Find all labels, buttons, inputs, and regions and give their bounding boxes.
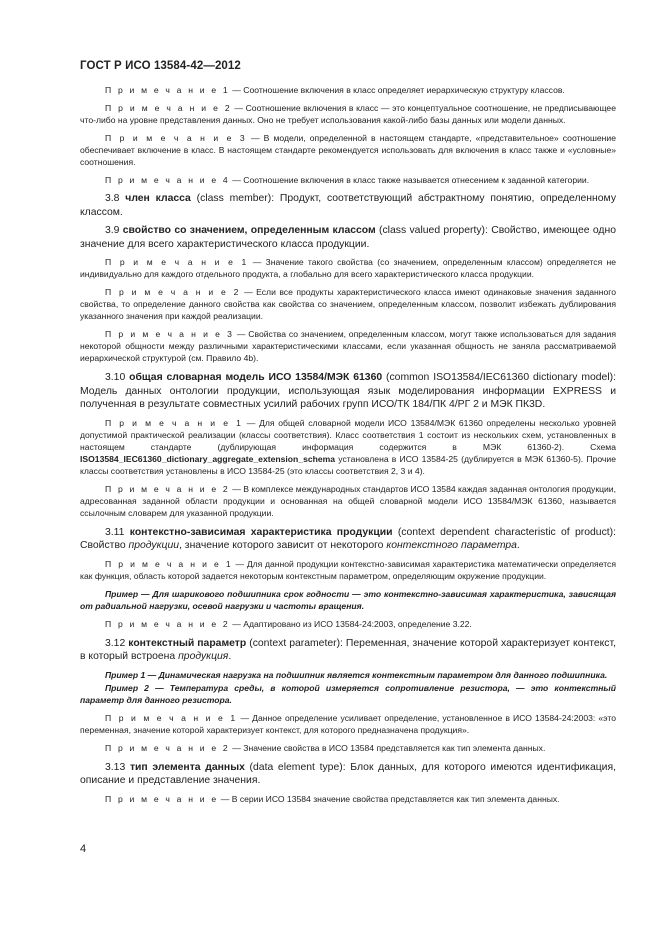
note-label: П р и м е ч а н и е 2 — [105, 618, 230, 629]
note-text: — Соотношение включения в класс определяет иерархическую структуру классов. — [229, 85, 565, 95]
term-number: 3.11 — [105, 526, 125, 538]
term-definition: (context parameter): Переменная, значение которой характеризует контекст, в который встроена — [80, 637, 616, 662]
note-2 — [80, 286, 616, 322]
term-3-9 — [80, 224, 616, 251]
note-text: — Для общей словарной модели ИСО 13584/МЭК 61360 определены несколько уровней допустимой практической реализации (классы соответствия). Класс соответствия 1 состоит из нескольких схем, установленных в настоящем стандарте (дублирующая информация содержится в МЭК 61360-2). Схема — [80, 417, 616, 452]
term-number: 3.8 — [105, 193, 120, 204]
example-label: Пример — [105, 588, 139, 599]
note-text: — Соотношение включения в класс — это концептуальное соотношение, не предписывающее что-либо на уровне представления данных. Оно не требует использования какой-либо базы данных или модели данных. — [80, 103, 616, 125]
term-3-12 — [80, 637, 616, 664]
document-header: ГОСТ Р ИСО 13584-42—2012 — [80, 60, 241, 72]
example-2 — [80, 682, 616, 706]
note-3 — [80, 328, 616, 364]
note-1 — [80, 417, 616, 477]
term-reference: продукция — [178, 651, 229, 662]
note-label: П р и м е ч а н и е 2 — [105, 103, 232, 113]
note-text: — Если все продукты характеристического класса имеют одинаковые значения заданного свойства, то определение данного свойства как свойства со значением, определенным классом, позволит избежать дублирования указанного значения при каждой реализации. — [80, 287, 616, 321]
term-reference: продукции — [128, 540, 180, 551]
term-3-13 — [80, 761, 616, 788]
note-label: П р и м е ч а н и е 3 — [105, 133, 247, 143]
note-label: П р и м е ч а н и е 2 — [105, 742, 230, 753]
term-reference: контекстного параметра — [386, 540, 517, 551]
term-3-10 — [80, 371, 616, 412]
schema-name: ISO13584_IEC61360_dictionary_aggregate_extension_schema — [80, 453, 336, 464]
term-definition: (class valued property): Свойство, имеющее одно значение для всего характеристического класса продукции. — [80, 225, 616, 250]
note-3 — [80, 132, 616, 168]
note-1 — [80, 558, 616, 582]
note-text: — Свойства со значением, определенным классом, могут также использоваться для задания некоторой общности между различными характеристическими классами, если указанная общность не заняла рассматриваемой иерархической структурой (см. Правило 4b). — [80, 329, 616, 363]
note-1 — [80, 256, 616, 280]
term-definition: . — [228, 651, 232, 662]
term-title: свойство со значением, определенным классом — [122, 225, 376, 236]
note-1 — [80, 712, 616, 736]
term-title: член класса — [125, 193, 191, 204]
note-label: П р и м е ч а н и е 1 — [105, 558, 233, 569]
note-text: — Данное определение усиливает определение, установленное в ИСО 13584-24:2003: «это переменная, значение которой характеризует контекст, для которого предназначена продукция». — [80, 712, 616, 735]
term-definition: (class member): Продукт, соответствующий абстрактному понятию, определенному классом. — [80, 193, 617, 218]
note-text: — Значение свойства в ИСО 13584 представляется как тип элемента данных. — [229, 742, 546, 753]
note-label: П р и м е ч а н и е — [105, 793, 219, 804]
term-definition: . — [516, 540, 520, 551]
page-body — [80, 84, 616, 811]
term-definition: (context dependent characteristic of product): Свойство — [80, 526, 617, 551]
term-title: тип элемента данных — [129, 761, 245, 773]
note-label: П р и м е ч а н и е 1 — [105, 712, 238, 723]
note-label: П р и м е ч а н и е 2 — [105, 287, 241, 297]
note-text: — Для данной продукции контекстно-зависимая характеристика математически определяется как функция, область которой задается некоторым контекстным параметром, определяющим окружение продукции. — [80, 558, 616, 581]
term-title: контекстно-зависимая характеристика продукции — [129, 526, 393, 538]
note-text: — Адаптировано из ИСО 13584-24:2003, определение 3.22. — [229, 618, 472, 629]
term-title: общая словарная модель ИСО 13584/МЭК 61360 — [129, 372, 383, 383]
example-label: Пример 2 — [105, 682, 149, 693]
term-number: 3.10 — [105, 372, 126, 383]
note-text: — В комплексе международных стандартов ИСО 13584 каждая заданная онтология продукции, адресованная заданной области продукции и основанная на общей словарной модели ИСО 13584/МЭК 61360, называется ссылочным словарем для указанной продукции. — [80, 483, 616, 518]
term-3-11 — [80, 526, 616, 553]
note-label: П р и м е ч а н и е 2 — [105, 483, 230, 494]
note-text: — Соотношение включения в класс также называется отнесением к заданной категории. — [229, 175, 590, 185]
term-number: 3.9 — [105, 225, 120, 236]
term-number: 3.13 — [105, 761, 126, 773]
note-text: — Значение такого свойства (со значением, определенным классом) определяется не индивидуально для каждого отдельного продукта, а глобально для всего характеристического класса продукции. — [80, 257, 616, 279]
note-2 — [80, 102, 616, 126]
note-4 — [80, 174, 616, 186]
note-label: П р и м е ч а н и е 1 — [105, 417, 244, 428]
example — [80, 588, 616, 612]
note-text: — В серии ИСО 13584 значение свойства представляется как тип элемента данных. — [218, 793, 560, 804]
example-label: Пример 1 — [105, 669, 146, 680]
term-title: контекстный параметр — [128, 637, 247, 649]
note-text: установлена в ИСО 13584-25 (дублируется в МЭК 61360-5). Прочие классы соответствия установлены в ИСО 13584-25 (это классы соответствия 2, 3 и 4). — [80, 453, 616, 476]
note-2 — [80, 618, 616, 630]
example-text: — Для шарикового подшипника срок годности — это контекстно-зависимая характеристика, зависящая от радиальной нагрузки, осевой нагрузки и частоты вращения. — [80, 588, 616, 611]
example-text: — Динамическая нагрузка на подшипник является контекстным параметром для данного подшипника. — [145, 669, 608, 680]
example-text: — Температура среды, в которой измеряется сопротивление резистора, — это контекстный параметр для данного резистора. — [80, 682, 616, 705]
term-number: 3.12 — [105, 637, 126, 649]
note-1 — [80, 84, 616, 96]
note-2 — [80, 742, 616, 754]
note-text: — В модели, определенной в настоящем стандарте, «представительное» соотношение обеспечивает включение в класс. В настоящем стандарте рекомендуется использовать для включения в класс также и «условные» соотношения. — [80, 133, 616, 167]
note-label: П р и м е ч а н и е 1 — [105, 85, 230, 95]
note — [80, 793, 616, 805]
note-label: П р и м е ч а н и е 3 — [105, 329, 235, 339]
note-label: П р и м е ч а н и е 4 — [105, 175, 230, 185]
example-1 — [80, 669, 616, 681]
note-2 — [80, 483, 616, 519]
term-3-8 — [80, 192, 616, 219]
term-definition: , значение которого зависит от некоторого — [179, 540, 387, 551]
note-label: П р и м е ч а н и е 1 — [105, 257, 249, 267]
page-number: 4 — [80, 843, 87, 855]
term-definition: (data element type): Блок данных, для которого имеются идентификация, описание и представление значения. — [80, 761, 616, 786]
term-definition: (common ISO13584/IEC61360 dictionary model): Модель данных онтологии продукции, использующая язык моделирования информации EXPRESS и полученная в результате совместных усилий рабочих групп ИСО/ТК 184/ПК 4/РГ 2 и МЭК ПК3D. — [80, 372, 616, 410]
